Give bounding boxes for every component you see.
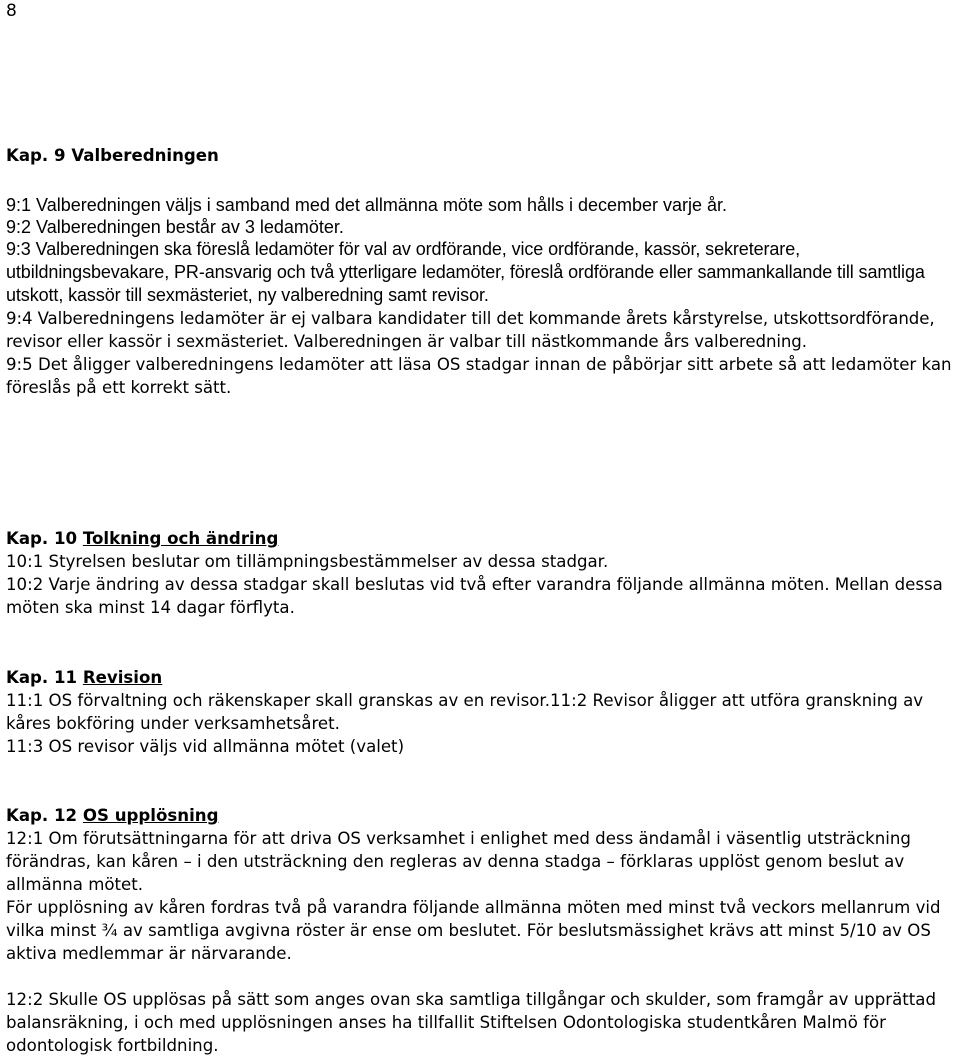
section-kap-10 [6, 528, 956, 619]
heading-number: Kap. 11 [6, 668, 78, 687]
heading-number: Kap. 10 [6, 529, 78, 548]
paragraph: 10:2 Varje ändring av dessa stadgar skall beslutas vid två efter varandra följande allmänna möten. Mellan dessa möten ska minst 14 dagar förflyta. [6, 575, 943, 617]
section-kap-11 [6, 667, 956, 758]
paragraph: 11:3 OS revisor väljs vid allmänna mötet (valet) [6, 737, 405, 756]
paragraph: För upplösning av kåren fordras två på varandra följande allmänna möten med minst två veckors mellanrum vid vilka minst ¾ av samtliga avgivna röster är ense om beslutet. För beslutsmässighet krävs att minst 5/10 av OS aktiva medlemmar är närvarande. [6, 898, 941, 963]
paragraph: 9:1 Valberedningen väljs i samband med det allmänna möte som hålls i december varje år. [6, 195, 728, 215]
section-kap-12 [6, 805, 956, 1057]
paragraph: 9:4 Valberedningens ledamöter är ej valbara kandidater till det kommande årets kårstyrelse, utskottsordförande, revisor eller kassör i sexmästeriet. Valberedningen är valbar till nästkommande års valberedning. [6, 309, 935, 351]
paragraph: 9:5 Det åligger valberedningens ledamöter att läsa OS stadgar innan de påbörjar sitt arbete så att ledamöter kan föreslås på ett korrekt sätt. [6, 355, 952, 397]
heading-title: OS upplösning [82, 806, 219, 825]
section-heading: Kap. 9 Valberedningen [6, 146, 219, 165]
paragraph: 9:2 Valberedningen består av 3 ledamöter. [6, 217, 344, 237]
paragraph: 10:1 Styrelsen beslutar om tillämpningsbestämmelser av dessa stadgar. [6, 552, 609, 571]
paragraph: 12:2 Skulle OS upplösas på sätt som anges ovan ska samtliga tillgångar och skulder, som framgår av upprättad balansräkning, i och med upplösningen anses ha tillfallit Stiftelsen Odontologiska studentkåren Malmö för odontologisk fortbildning. [6, 990, 937, 1055]
paragraph: 11:1 OS förvaltning och räkenskaper skall granskas av en revisor.11:2 Revisor åligger att utföra granskning av kåres bokföring under verksamhetsåret. [6, 691, 924, 733]
section-heading [6, 667, 956, 689]
paragraph: 12:1 Om förutsättningarna för att driva OS verksamhet i enlighet med dess ändamål i väsentlig utsträckning förändras, kan kåren – i den utsträckning den regleras av denna stadga – förklaras upplöst genom beslut av allmänna mötet. [6, 829, 911, 894]
section-heading [6, 805, 956, 827]
page-number: 8 [6, 1, 17, 21]
heading-title: Tolkning och ändring [82, 529, 279, 548]
section-kap-9 [6, 145, 956, 399]
paragraph: 9:3 Valberedningen ska föreslå ledamöter för val av ordförande, vice ordförande, kassör, sekreterare, utbildningsbevakare, PR-ansvarig och två ytterligare ledamöter, föreslå ordförande eller sammankallande till samtliga utskott, kassör till sexmästeriet, ny valberedning samt revisor. [6, 239, 925, 305]
section-heading [6, 528, 956, 550]
heading-title: Revision [82, 668, 163, 687]
heading-number: Kap. 12 [6, 806, 78, 825]
